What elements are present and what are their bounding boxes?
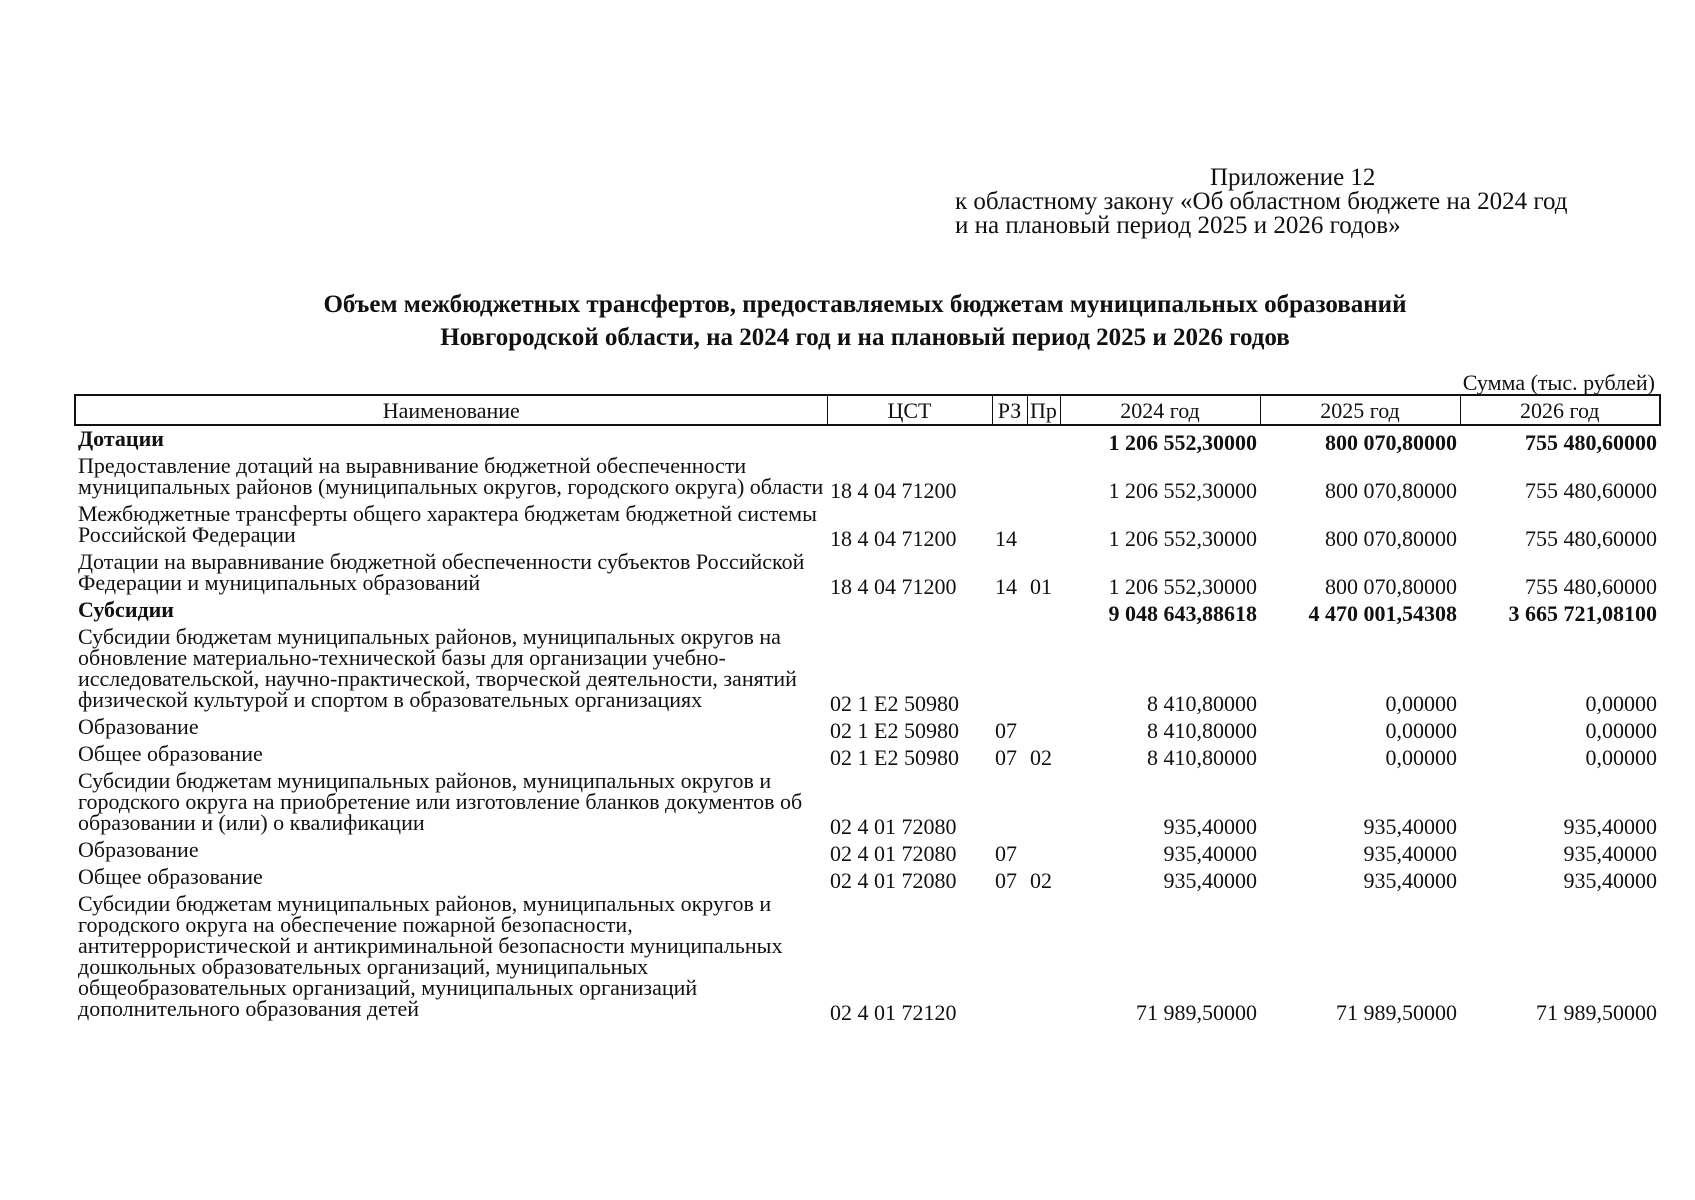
header-cst: ЦСТ xyxy=(827,395,992,425)
row-pr: 02 xyxy=(1030,745,1052,770)
row-2025: 935,40000 xyxy=(1363,841,1457,866)
row-2025: 4 470 001,54308 xyxy=(1308,601,1457,626)
row-name: Субсидии бюджетам муниципальных районов, муниципальных округов и городского округа на обеспечение пожарной безопасности, антитеррористической и антикриминальной безопасности муниципальных дошкольных образовательных организаций, муниципальных общеобразовательных организаций, муниципальных организаций дополнительного образования детей xyxy=(78,891,783,1021)
row-2025: 0,00000 xyxy=(1385,718,1457,743)
row-cst: 02 1 E2 50980 xyxy=(830,691,959,716)
table-row xyxy=(75,597,1660,624)
row-cst xyxy=(827,597,992,624)
row-pr xyxy=(1027,597,1060,624)
row-pr xyxy=(1027,425,1060,453)
table-header xyxy=(75,395,1660,425)
table-row xyxy=(75,425,1660,453)
row-2024: 9 048 643,88618 xyxy=(1108,601,1257,626)
row-name: Субсидии бюджетам муниципальных районов, муниципальных округов и городского округа на приобретение или изготовление бланков документов об образовании и (или) о квалификации xyxy=(78,768,803,835)
header-pr: Пр xyxy=(1027,395,1060,425)
row-rz: 14 xyxy=(995,574,1017,599)
row-2024: 8 410,80000 xyxy=(1147,745,1257,770)
row-rz: 07 xyxy=(995,718,1017,743)
row-2026: 935,40000 xyxy=(1563,814,1657,839)
row-2024: 935,40000 xyxy=(1163,868,1257,893)
units-caption: Сумма (тыс. рублей) xyxy=(1462,370,1655,395)
row-cst: 02 1 E2 50980 xyxy=(830,745,959,770)
row-cst: 02 1 E2 50980 xyxy=(830,718,959,743)
document-title-line2: Новгородской области, на 2024 год и на плановый период 2025 и 2026 годов xyxy=(440,324,1290,351)
row-pr xyxy=(1027,768,1060,837)
row-cst: 02 4 01 72080 xyxy=(830,814,957,839)
row-cst: 18 4 04 71200 xyxy=(830,478,957,503)
row-2025: 800 070,80000 xyxy=(1325,430,1457,455)
table-row xyxy=(75,624,1660,714)
row-pr xyxy=(1027,501,1060,549)
document-title xyxy=(0,288,1695,354)
row-2025: 0,00000 xyxy=(1385,691,1457,716)
row-2026: 755 480,60000 xyxy=(1525,574,1657,599)
header-2025: 2025 год xyxy=(1260,395,1460,425)
row-2024: 1 206 552,30000 xyxy=(1108,430,1257,455)
row-pr xyxy=(1027,891,1060,1023)
row-2024: 1 206 552,30000 xyxy=(1108,526,1257,551)
table-row xyxy=(75,891,1660,1023)
row-name: Общее образование xyxy=(78,741,263,766)
row-2026: 755 480,60000 xyxy=(1525,526,1657,551)
table-row xyxy=(75,549,1660,597)
row-name: Межбюджетные трансферты общего характера бюджетам бюджетной системы Российской Федерации xyxy=(78,501,817,547)
row-2026: 0,00000 xyxy=(1585,718,1657,743)
row-name: Образование xyxy=(78,714,199,739)
row-rz: 07 xyxy=(995,745,1017,770)
row-2024: 935,40000 xyxy=(1163,814,1257,839)
row-2026: 3 665 721,08100 xyxy=(1508,601,1657,626)
table-row xyxy=(75,714,1660,741)
row-rz: 07 xyxy=(995,868,1017,893)
row-2025: 71 989,50000 xyxy=(1336,1000,1457,1025)
row-2024: 8 410,80000 xyxy=(1147,718,1257,743)
row-2026: 755 480,60000 xyxy=(1525,430,1657,455)
table-row xyxy=(75,501,1660,549)
row-rz xyxy=(992,425,1027,453)
row-cst xyxy=(827,425,992,453)
header-2024: 2024 год xyxy=(1060,395,1260,425)
header-name: Наименование xyxy=(75,395,827,425)
row-pr xyxy=(1027,453,1060,501)
row-2025: 800 070,80000 xyxy=(1325,478,1457,503)
appendix-law-reference: к областному закону «Об областном бюджете на 2024 год xyxy=(955,188,1568,215)
row-cst: 02 4 01 72120 xyxy=(830,1000,957,1025)
row-2024: 1 206 552,30000 xyxy=(1108,478,1257,503)
row-pr xyxy=(1027,837,1060,864)
row-2024: 1 206 552,30000 xyxy=(1108,574,1257,599)
transfers-table xyxy=(74,394,1661,1023)
table-row xyxy=(75,741,1660,768)
row-2025: 935,40000 xyxy=(1363,868,1457,893)
row-cst: 02 4 01 72080 xyxy=(830,841,957,866)
row-2024: 8 410,80000 xyxy=(1147,691,1257,716)
row-2026: 71 989,50000 xyxy=(1536,1000,1657,1025)
appendix-header xyxy=(955,166,1655,238)
row-name: Дотации на выравнивание бюджетной обеспеченности субъектов Российской Федерации и муниципальных образований xyxy=(78,549,805,595)
row-2026: 0,00000 xyxy=(1585,745,1657,770)
appendix-label: Приложение 12 xyxy=(1210,164,1376,191)
row-rz xyxy=(992,453,1027,501)
row-name: Субсидии xyxy=(78,597,174,622)
row-rz xyxy=(992,768,1027,837)
row-rz xyxy=(992,597,1027,624)
header-2026: 2026 год xyxy=(1460,395,1660,425)
row-2026: 0,00000 xyxy=(1585,691,1657,716)
row-rz: 07 xyxy=(995,841,1017,866)
row-rz: 14 xyxy=(995,526,1017,551)
table-row xyxy=(75,837,1660,864)
table-row xyxy=(75,768,1660,837)
appendix-period-reference: и на плановый период 2025 и 2026 годов» xyxy=(955,212,1401,239)
row-cst: 18 4 04 71200 xyxy=(830,574,957,599)
table-row xyxy=(75,453,1660,501)
row-2024: 935,40000 xyxy=(1163,841,1257,866)
row-name: Образование xyxy=(78,837,199,862)
row-2024: 71 989,50000 xyxy=(1136,1000,1257,1025)
row-2025: 800 070,80000 xyxy=(1325,526,1457,551)
row-2026: 935,40000 xyxy=(1563,841,1657,866)
row-pr: 02 xyxy=(1030,868,1052,893)
row-name: Общее образование xyxy=(78,864,263,889)
document-title-line1: Объем межбюджетных трансфертов, предоставляемых бюджетам муниципальных образований xyxy=(323,291,1407,318)
row-pr: 01 xyxy=(1030,574,1052,599)
table-body xyxy=(75,425,1660,1023)
row-pr xyxy=(1027,714,1060,741)
row-2025: 800 070,80000 xyxy=(1325,574,1457,599)
row-2026: 935,40000 xyxy=(1563,868,1657,893)
row-name: Предоставление дотаций на выравнивание бюджетной обеспеченности муниципальных районов (муниципальных округов, городского округа) области xyxy=(78,453,824,499)
row-2026: 755 480,60000 xyxy=(1525,478,1657,503)
row-cst: 18 4 04 71200 xyxy=(830,526,957,551)
row-rz xyxy=(992,624,1027,714)
row-pr xyxy=(1027,624,1060,714)
row-name: Дотации xyxy=(78,426,164,451)
row-rz xyxy=(992,891,1027,1023)
header-rz: РЗ xyxy=(992,395,1027,425)
row-cst: 02 4 01 72080 xyxy=(830,868,957,893)
row-2025: 935,40000 xyxy=(1363,814,1457,839)
row-2025: 0,00000 xyxy=(1385,745,1457,770)
table-row xyxy=(75,864,1660,891)
row-name: Субсидии бюджетам муниципальных районов, муниципальных округов на обновление материально-технической базы для организации учебно-исследовательской, научно-практической, творческой деятельности, занятий физической культурой и спортом в образовательных организациях xyxy=(78,624,797,712)
